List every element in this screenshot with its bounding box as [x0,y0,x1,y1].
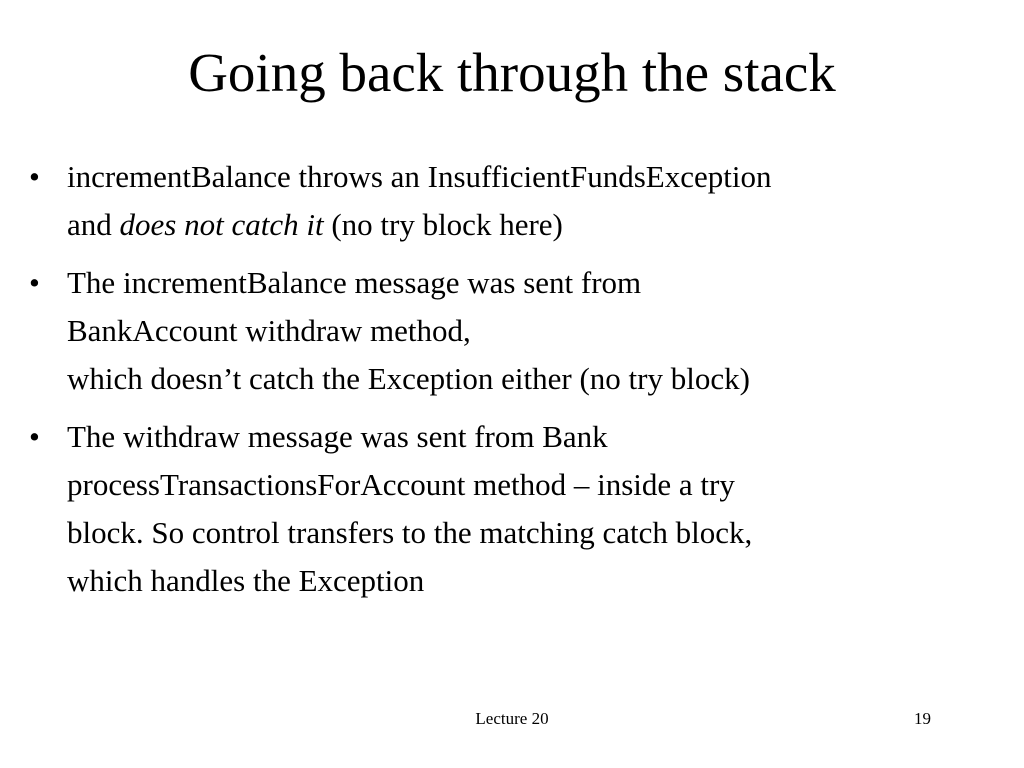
bullet-item [29,153,989,249]
bullet-marker: • [29,265,40,300]
bullet-marker: • [29,159,40,194]
bullet-text: and [67,207,120,242]
bullet-line: which handles the Exception [67,563,425,598]
bullet-line: which doesn’t catch the Exception either (no try block) [67,361,750,396]
slide-title: Going back through the stack [188,42,836,103]
bullet-line: incrementBalance throws an InsufficientFundsException [67,159,772,194]
bullet-list [29,153,989,615]
bullet-line: The withdraw message was sent from Bank [67,419,608,454]
bullet-line: processTransactionsForAccount method – inside a try [67,467,735,502]
bullet-text: (no try block here) [323,207,563,242]
bullet-item [29,413,989,605]
bullet-line: The incrementBalance message was sent from [67,265,642,300]
bullet-emphasis: does not catch it [119,207,324,242]
bullet-line: block. So control transfers to the matching catch block, [67,515,753,550]
bullet-line: BankAccount withdraw method, [67,313,471,348]
bullet-marker: • [29,419,40,454]
bullet-item [29,259,989,403]
footer-page-number: 19 [914,709,931,728]
bullet-line [67,201,989,249]
footer-lecture-label: Lecture 20 [475,709,549,728]
